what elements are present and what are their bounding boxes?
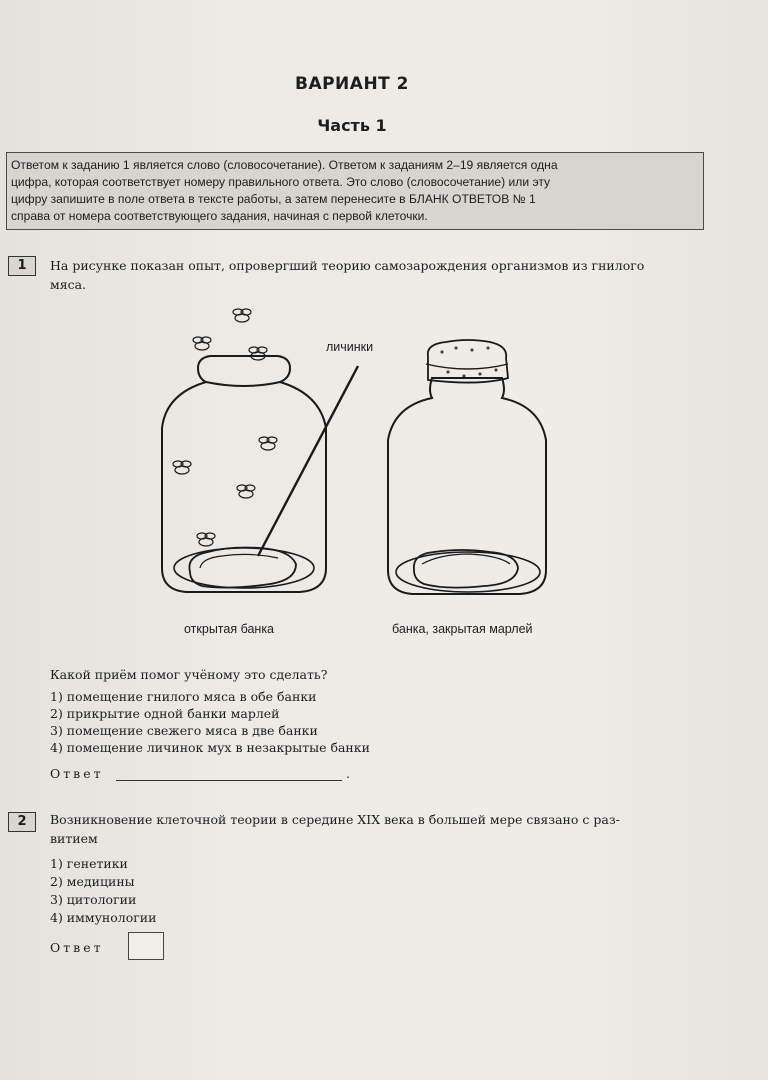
instructions-box bbox=[6, 152, 704, 230]
fly-icon bbox=[259, 437, 277, 450]
q2-option: 4) иммунологии bbox=[50, 910, 157, 925]
caption-covered-jar: банка, закрытая марлей bbox=[392, 622, 533, 636]
q2-answer-box[interactable] bbox=[128, 932, 164, 960]
caption-open-jar: открытая банка bbox=[184, 622, 275, 636]
question-2-text-line: Возникновение клеточной теории в середине XIX века в большей мере связано с раз- bbox=[50, 812, 620, 827]
larvae-label: личинки bbox=[326, 340, 374, 354]
q1-answer-label: Ответ bbox=[50, 766, 104, 781]
q1-option: 3) помещение свежего мяса в две банки bbox=[50, 723, 318, 738]
question-1-prompt: Какой приём помог учёному это сделать? bbox=[50, 667, 328, 682]
gauze-texture bbox=[441, 347, 497, 377]
question-2-text bbox=[50, 810, 700, 848]
q1-answer-field[interactable] bbox=[116, 779, 342, 781]
instructions-line: цифра, которая соответствует номеру правильного ответа. Это слово (словосочетание) или эту bbox=[11, 175, 551, 189]
fly-icon bbox=[233, 309, 251, 322]
q2-option: 3) цитологии bbox=[50, 892, 137, 907]
q1-answer-end: . bbox=[346, 766, 350, 781]
fly-icon bbox=[237, 485, 255, 498]
q2-answer-label: Ответ bbox=[50, 940, 104, 955]
q2-option: 1) генетики bbox=[50, 856, 128, 871]
fly-icon bbox=[249, 347, 267, 360]
question-1-text-line: На рисунке показан опыт, опровергший теорию самозарождения организмов из гнилого bbox=[50, 258, 645, 273]
question-number-1: 1 bbox=[8, 256, 36, 276]
instructions-line: цифру запишите в поле ответа в тексте работы, а затем перенесите в БЛАНК ОТВЕТОВ № 1 bbox=[11, 192, 536, 206]
instructions-line: Ответом к заданию 1 является слово (словосочетание). Ответом к заданиям 2–19 является одна bbox=[11, 158, 558, 172]
instructions-line: справа от номера соответствующего задания, начиная с первой клеточки. bbox=[11, 209, 428, 223]
part-title: Часть 1 bbox=[317, 116, 387, 135]
variant-title: ВАРИАНТ 2 bbox=[294, 74, 410, 94]
q2-option: 2) медицины bbox=[50, 874, 135, 889]
q1-option: 1) помещение гнилого мяса в обе банки bbox=[50, 689, 317, 704]
question-1-text-line: мяса. bbox=[50, 277, 87, 292]
fly-icon bbox=[173, 461, 191, 474]
fly-icon bbox=[197, 533, 215, 546]
question-number-2: 2 bbox=[8, 812, 36, 832]
question-2-text-line: витием bbox=[50, 831, 98, 846]
q1-option: 2) прикрытие одной банки марлей bbox=[50, 706, 280, 721]
question-1-text bbox=[50, 256, 700, 294]
q1-option: 4) помещение личинок мух в незакрытые банки bbox=[50, 740, 370, 755]
covered-jar-illustration bbox=[388, 340, 546, 594]
fly-icon bbox=[193, 337, 211, 350]
